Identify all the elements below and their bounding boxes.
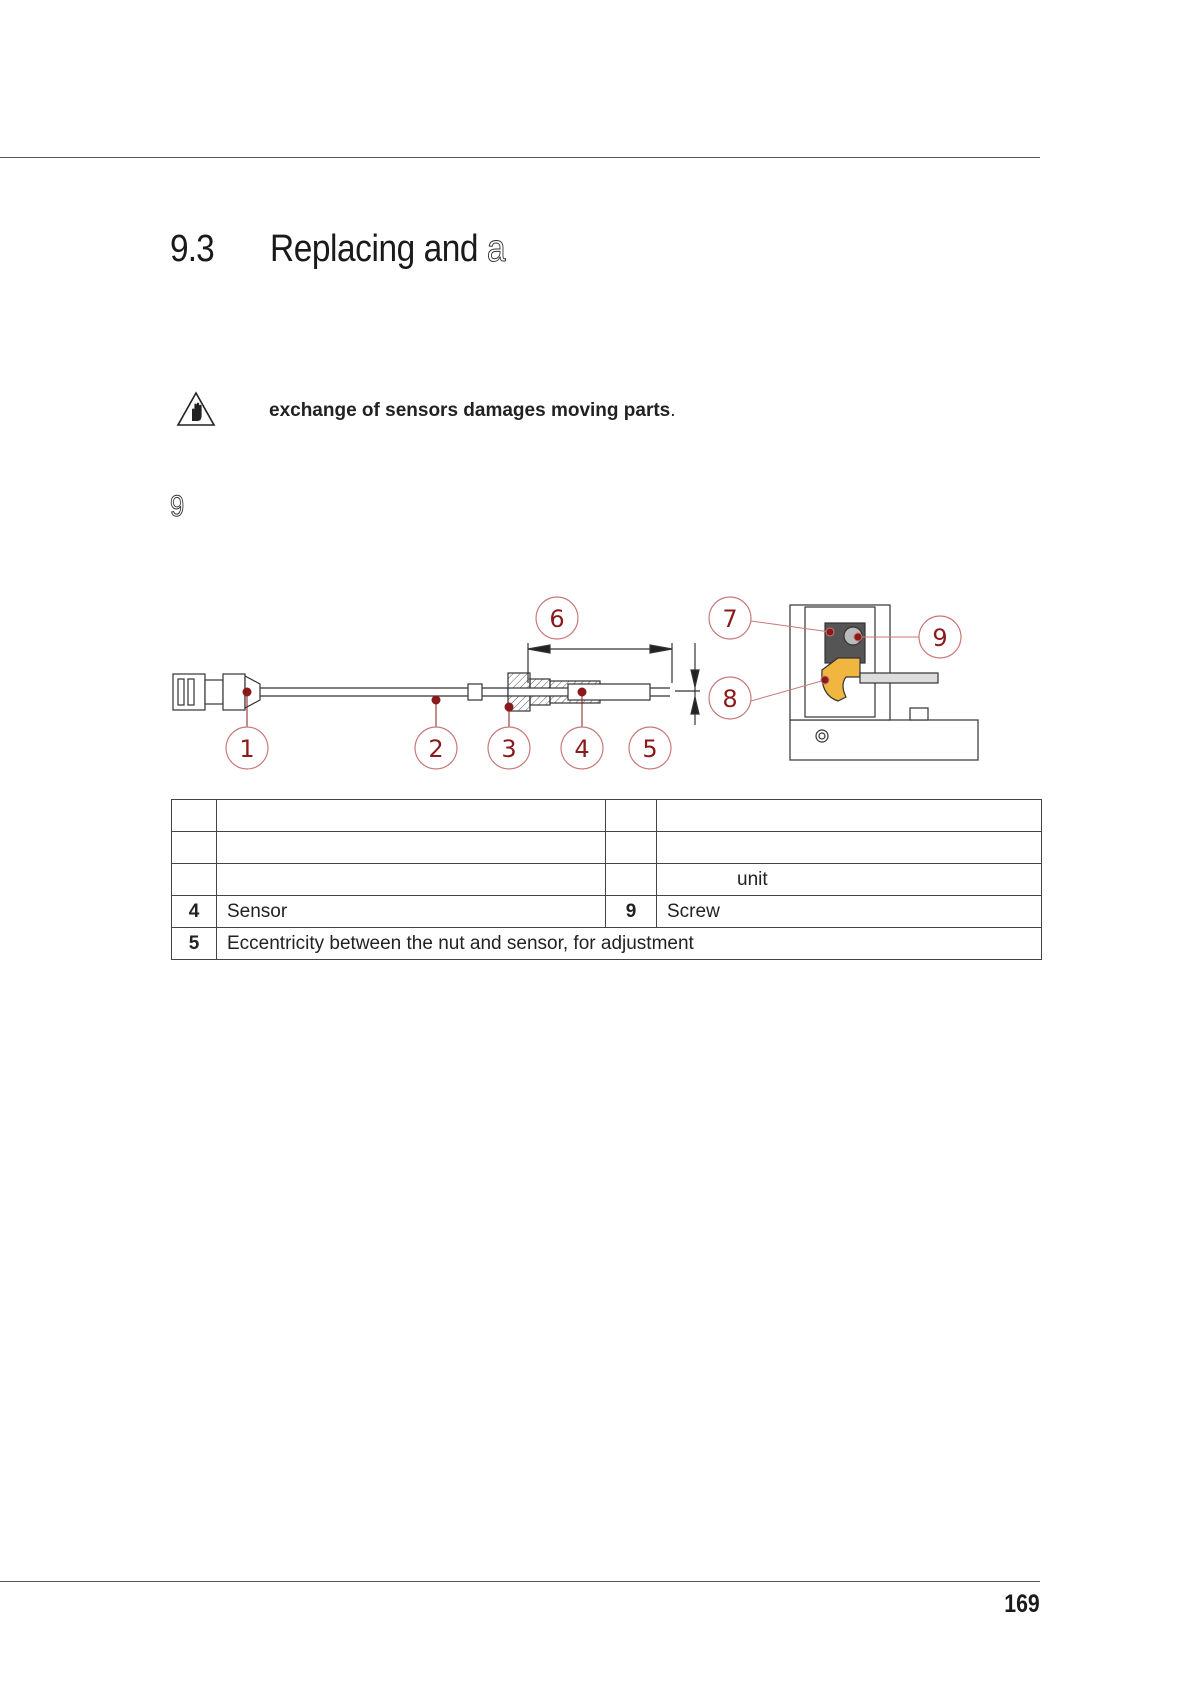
warning-text-main: exchange of sensors damages moving parts <box>269 400 671 421</box>
section-title-text: Replacing and <box>270 228 479 270</box>
legend-row <box>172 864 1042 896</box>
legend-text: Sensor <box>217 896 606 928</box>
callout-8: 8 <box>722 685 738 713</box>
legend-number <box>606 832 657 864</box>
callout-1: 1 <box>239 735 255 763</box>
legend-number <box>172 832 217 864</box>
header-rule <box>0 157 1040 158</box>
section-title-faded: a <box>486 228 506 270</box>
legend-number <box>172 864 217 896</box>
page-number: 169 <box>1004 1590 1040 1618</box>
hand-warning-icon <box>176 391 216 427</box>
legend-number <box>606 800 657 832</box>
section-number: 9.3 <box>170 228 214 270</box>
callout-7: 7 <box>722 605 738 633</box>
footer-rule <box>0 1581 1040 1582</box>
legend-text: Screw <box>657 896 1042 928</box>
legend-text <box>657 832 1042 864</box>
dimension-5 <box>675 643 700 725</box>
callout-6: 6 <box>549 605 565 633</box>
callout-2: 2 <box>428 735 444 763</box>
legend-number: 4 <box>172 896 217 928</box>
callout-9: 9 <box>932 624 948 652</box>
callout-4: 4 <box>574 735 590 763</box>
warning-text <box>269 400 676 422</box>
legend-text: unit <box>657 864 1042 896</box>
legend-number: 5 <box>172 928 217 960</box>
legend-number: 9 <box>606 896 657 928</box>
legend-number <box>172 800 217 832</box>
section-title <box>270 228 505 271</box>
subsection-number: 9 <box>170 490 185 523</box>
legend-text <box>217 800 606 832</box>
sensor-assembly-figure <box>170 585 1050 775</box>
callout-3: 3 <box>501 735 517 763</box>
warning-punctuation: . <box>670 400 676 421</box>
cable-drawing <box>260 684 482 700</box>
legend-text: Eccentricity between the nut and sensor, for adjustment <box>217 928 1042 960</box>
legend-row <box>172 800 1042 832</box>
legend-text <box>657 800 1042 832</box>
legend-text <box>217 832 606 864</box>
callout-5: 5 <box>642 735 658 763</box>
legend-table <box>171 799 1042 960</box>
legend-row <box>172 832 1042 864</box>
legend-number <box>606 864 657 896</box>
legend-row <box>172 928 1042 960</box>
legend-row <box>172 896 1042 928</box>
legend-text <box>217 864 606 896</box>
dimension-6 <box>528 643 672 683</box>
